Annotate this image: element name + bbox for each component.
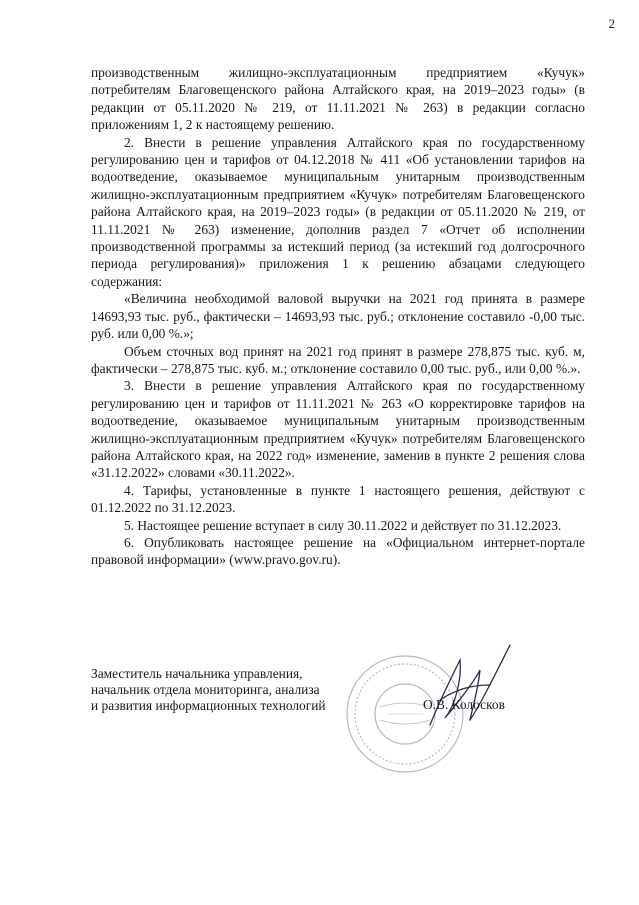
document-body	[91, 64, 585, 569]
paragraph-quote-revenue: «Величина необходимой валовой выручки на 2021 год принята в размере 14693,93 тыс. руб., фактически – 14693,93 тыс. руб.; отклонение составило -0,00 тыс. руб. или 0,00 %.»;	[91, 291, 585, 342]
signer-title-line: начальник отдела мониторинга, анализа	[91, 682, 320, 697]
paragraph-item-5: 5. Настоящее решение вступает в силу 30.11.2022 и действует по 31.12.2023.	[124, 517, 562, 533]
handwritten-signature	[400, 630, 530, 740]
signer-title-line: и развития информационных технологий	[91, 698, 326, 713]
paragraph-continuation: производственным жилищно-эксплуатационным предприятием «Кучук» потребителям Благовещенского района Алтайского края, на 2019–2023 годы» (в редакции от 05.11.2020 № 219, от 11.11.2021 № 263) в редакции согласно приложениям 1, 2 к настоящему решению.	[91, 65, 585, 133]
paragraph-item-3: 3. Внести в решение управления Алтайского края по государственному регулированию цен и тарифов от 11.11.2021 № 263 «О корректировке тарифов на водоотведение, оказываемое муниципальным унитарным производственным жилищно-эксплуатационным предприятием «Кучук» потребителям Благовещенского района Алтайского края, на 2022 год» изменение, заменив в пункте 2 решения слова «31.12.2022» словами «30.11.2022».	[91, 378, 585, 481]
paragraph-item-6: 6. Опубликовать настоящее решение на «Официальном интернет-портале правовой информации» (www.pravo.gov.ru).	[91, 534, 585, 568]
signer-name: О.В. Колосков	[423, 697, 505, 712]
paragraph-item-2: 2. Внести в решение управления Алтайского края по государственному регулированию цен и тарифов от 04.12.2018 № 411 «Об установлении тарифов на водоотведение, оказываемое муниципальным унитарным производственным жилищно-эксплуатационным предприятием «Кучук» потребителям Благовещенского района Алтайского края, на 2019–2023 годы» (в редакции от 05.11.2020 № 219, от 11.11.2021 № 263) изменение, дополнив раздел 7 «Отчет об исполнении производственной программы за истекший период (за истекший год долгосрочного периода регулирования)» приложения 1 к решению абзацами следующего содержания:	[91, 134, 585, 289]
paragraph-item-4: 4. Тарифы, установленные в пункте 1 настоящего решения, действуют с 01.12.2022 по 31.12.2023.	[91, 482, 585, 516]
paragraph-quote-volume: Объем сточных вод принят на 2021 год принят в размере 278,875 тыс. куб. м, фактически – 278,875 тыс. куб. м.; отклонение составило 0,00 тыс. руб., или 0,00 %.».	[91, 343, 585, 376]
signer-title-line: Заместитель начальника управления,	[91, 666, 303, 681]
page-number: 2	[608, 16, 615, 31]
